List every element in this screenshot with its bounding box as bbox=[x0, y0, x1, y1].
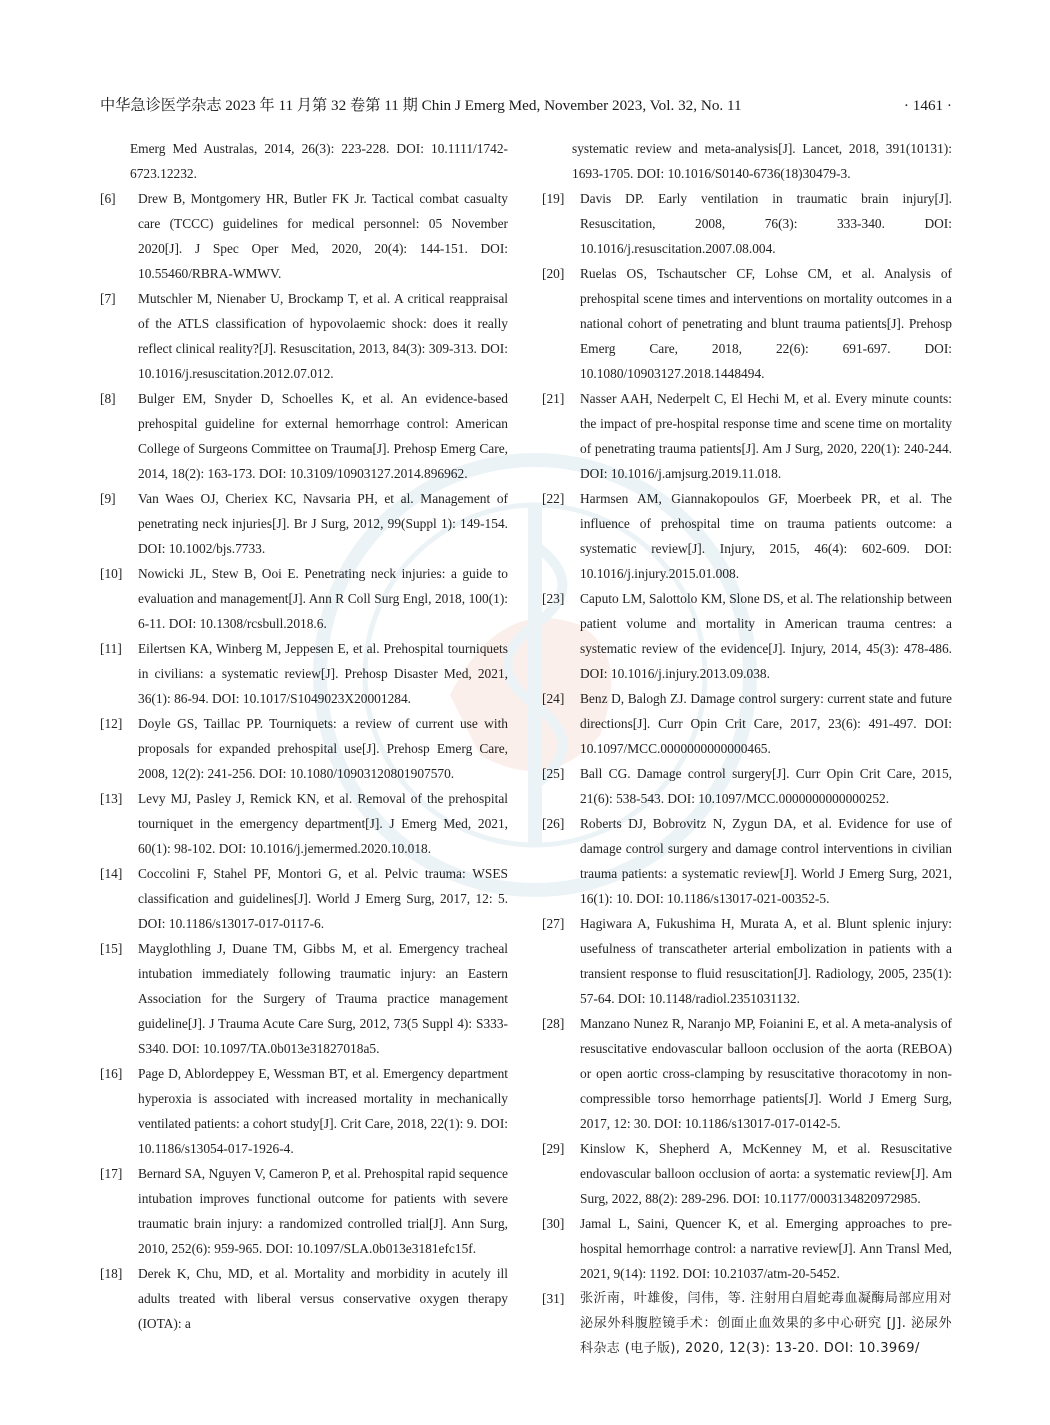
reference-number: [9] bbox=[100, 491, 116, 506]
reference-number: [19] bbox=[542, 191, 565, 206]
reference-text: Page D, Ablordeppey E, Wessman BT, et al. Emergency department hyperoxia is associated with increased mortality in mechanically ventilated patients: a cohort study[J]. Crit Care, 2018, 22(1): 9. DOI: 10.1186/s13054-017-1926-4. bbox=[138, 1066, 508, 1156]
running-header bbox=[100, 94, 952, 115]
reference-text: Bulger EM, Snyder D, Schoelles K, et al. An evidence-based prehospital guideline for external hemorrhage control: American College of Surgeons Committee on Trauma[J]. Prehosp Emerg Care, 2014, 18(2): 163-173. DOI: 10.3109/10903127.2014.896962. bbox=[138, 391, 508, 481]
reference-number: [15] bbox=[100, 941, 123, 956]
reference-item bbox=[100, 561, 508, 636]
reference-number: [12] bbox=[100, 716, 123, 731]
reference-number: [7] bbox=[100, 291, 116, 306]
reference-text: Emerg Med Australas, 2014, 26(3): 223-228. DOI: 10.1111/1742-6723.12232. bbox=[130, 141, 508, 181]
reference-item bbox=[542, 136, 952, 186]
reference-item bbox=[542, 686, 952, 761]
reference-text: Van Waes OJ, Cheriex KC, Navsaria PH, et al. Management of penetrating neck injuries[J]. Br J Surg, 2012, 99(Suppl 1): 149-154. DOI: 10.1002/bjs.7733. bbox=[138, 491, 508, 556]
reference-text: Nowicki JL, Stew B, Ooi E. Penetrating neck injuries: a guide to evaluation and management[J]. Ann R Coll Surg Engl, 2018, 100(1): 6-11. DOI: 10.1308/rcsbull.2018.6. bbox=[138, 566, 508, 631]
reference-number: [23] bbox=[542, 591, 565, 606]
reference-text: 张沂南，叶雄俊，闫伟，等. 注射用白眉蛇毒血凝酶局部应用对泌尿外科腹腔镜手术：创面止血效果的多中心研究 [J]. 泌尿外科杂志 (电子版), 2020, 12(3): 13-20. DOI: 10.3969/ bbox=[580, 1291, 952, 1356]
reference-text: Drew B, Montgomery HR, Butler FK Jr. Tactical combat casualty care (TCCC) guidelines for medical personnel: 05 November 2020[J]. J Spec Oper Med, 2020, 20(4): 144-151. DOI: 10.55460/RBRA-WMWV. bbox=[138, 191, 508, 281]
reference-number: [22] bbox=[542, 491, 565, 506]
reference-number: [26] bbox=[542, 816, 565, 831]
reference-text: Harmsen AM, Giannakopoulos GF, Moerbeek PR, et al. The influence of prehospital time on trauma patients outcome: a systematic review[J]. Injury, 2015, 46(4): 602-609. DOI: 10.1016/j.injury.2015.01.008. bbox=[580, 491, 952, 581]
reference-number: [6] bbox=[100, 191, 116, 206]
reference-text: Derek K, Chu, MD, et al. Mortality and morbidity in acutely ill adults treated with liberal versus conservative oxygen therapy (IOTA): a bbox=[138, 1266, 508, 1331]
reference-text: Levy MJ, Pasley J, Remick KN, et al. Removal of the prehospital tourniquet in the emergency department[J]. J Emerg Med, 2021, 60(1): 98-102. DOI: 10.1016/j.jemermed.2020.10.018. bbox=[138, 791, 508, 856]
reference-text: Mutschler M, Nienaber U, Brockamp T, et al. A critical reappraisal of the ATLS classification of hypovolaemic shock: does it really reflect clinical reality?[J]. Resuscitation, 2013, 84(3): 309-313. DOI: 10.1016/j.resuscitation.2012.07.012. bbox=[138, 291, 508, 381]
reference-item bbox=[542, 586, 952, 686]
reference-item bbox=[542, 386, 952, 486]
reference-item bbox=[100, 1061, 508, 1161]
reference-item bbox=[100, 486, 508, 561]
reference-number: [20] bbox=[542, 266, 565, 281]
reference-number: [8] bbox=[100, 391, 116, 406]
journal-citation-line: 中华急诊医学杂志 2023 年 11 月第 32 卷第 11 期 Chin J Emerg Med, November 2023, Vol. 32, No. 11 bbox=[100, 97, 742, 114]
reference-number: [27] bbox=[542, 916, 565, 931]
reference-text: Jamal L, Saini, Quencer K, et al. Emerging approaches to pre-hospital hemorrhage control: a narrative review[J]. Ann Transl Med, 2021, 9(14): 1192. DOI: 10.21037/atm-20-5452. bbox=[580, 1216, 952, 1281]
reference-number: [16] bbox=[100, 1066, 123, 1081]
reference-item bbox=[100, 386, 508, 486]
page-number: · 1461 · bbox=[903, 97, 952, 114]
reference-item bbox=[100, 711, 508, 786]
reference-number: [21] bbox=[542, 391, 565, 406]
references-left-column bbox=[100, 136, 508, 1336]
reference-text: Davis DP. Early ventilation in traumatic brain injury[J]. Resuscitation, 2008, 76(3): 333-340. DOI: 10.1016/j.resuscitation.2007.08.004. bbox=[580, 191, 952, 256]
reference-number: [31] bbox=[542, 1291, 565, 1306]
reference-number: [14] bbox=[100, 866, 123, 881]
reference-item bbox=[542, 1211, 952, 1286]
reference-item bbox=[542, 186, 952, 261]
reference-text: Roberts DJ, Bobrovitz N, Zygun DA, et al. Evidence for use of damage control surgery and damage control interventions in civilian trauma patients: a systematic review[J]. World J Emerg Surg, 2021, 16(1): 10. DOI: 10.1186/s13017-021-00352-5. bbox=[580, 816, 952, 906]
reference-item bbox=[542, 761, 952, 811]
reference-number: [11] bbox=[100, 641, 122, 656]
reference-text: Eilertsen KA, Winberg M, Jeppesen E, et al. Prehospital tourniquets in civilians: a systematic review[J]. Prehosp Disaster Med, 2021, 36(1): 86-94. DOI: 10.1017/S1049023X20001284. bbox=[138, 641, 508, 706]
reference-text: Benz D, Balogh ZJ. Damage control surgery: current state and future directions[J]. Curr Opin Crit Care, 2017, 23(6): 491-497. DOI: 10.1097/MCC.0000000000000465. bbox=[580, 691, 952, 756]
reference-text: Nasser AAH, Nederpelt C, El Hechi M, et al. Every minute counts: the impact of pre-hospital response time and scene time on mortality of penetrating trauma patients[J]. Am J Surg, 2020, 220(1): 240-244. DOI: 10.1016/j.amjsurg.2019.11.018. bbox=[580, 391, 952, 481]
reference-item bbox=[100, 286, 508, 386]
reference-item bbox=[542, 1286, 952, 1361]
reference-text: Ball CG. Damage control surgery[J]. Curr Opin Crit Care, 2015, 21(6): 538-543. DOI: 10.1097/MCC.0000000000000252. bbox=[580, 766, 952, 806]
reference-item bbox=[100, 186, 508, 286]
reference-item bbox=[100, 936, 508, 1061]
reference-text: Mayglothling J, Duane TM, Gibbs M, et al. Emergency tracheal intubation immediately following traumatic injury: an Eastern Association for the Surgery of Trauma practice management guideline[J]. J Trauma Acute Care Surg, 2012, 73(5 Suppl 4): S333-S340. DOI: 10.1097/TA.0b013e31827018a5. bbox=[138, 941, 508, 1056]
reference-item bbox=[100, 636, 508, 711]
reference-text: Hagiwara A, Fukushima H, Murata A, et al. Blunt splenic injury: usefulness of transcatheter arterial embolization in patients with a transient response to fluid resuscitation[J]. Radiology, 2005, 235(1): 57-64. DOI: 10.1148/radiol.2351031132. bbox=[580, 916, 952, 1006]
reference-text: Doyle GS, Taillac PP. Tourniquets: a review of current use with proposals for expanded prehospital use[J]. Prehosp Emerg Care, 2008, 12(2): 241-256. DOI: 10.1080/10903120801907570. bbox=[138, 716, 508, 781]
reference-text: Coccolini F, Stahel PF, Montori G, et al. Pelvic trauma: WSES classification and guidelines[J]. World J Emerg Surg, 2017, 12: 5. DOI: 10.1186/s13017-017-0117-6. bbox=[138, 866, 508, 931]
reference-item bbox=[100, 861, 508, 936]
reference-item bbox=[100, 1261, 508, 1336]
reference-number: [30] bbox=[542, 1216, 565, 1231]
reference-number: [13] bbox=[100, 791, 123, 806]
reference-text: Bernard SA, Nguyen V, Cameron P, et al. Prehospital rapid sequence intubation improves functional outcome for patients with severe traumatic brain injury: a randomized controlled trial[J]. Ann Surg, 2010, 252(6): 959-965. DOI: 10.1097/SLA.0b013e3181efc15f. bbox=[138, 1166, 508, 1256]
reference-item bbox=[542, 1136, 952, 1211]
reference-item bbox=[100, 136, 508, 186]
reference-number: [17] bbox=[100, 1166, 123, 1181]
reference-text: systematic review and meta-analysis[J]. Lancet, 2018, 391(10131): 1693-1705. DOI: 10.1016/S0140-6736(18)30479-3. bbox=[572, 141, 952, 181]
reference-number: [29] bbox=[542, 1141, 565, 1156]
reference-number: [10] bbox=[100, 566, 123, 581]
reference-number: [25] bbox=[542, 766, 565, 781]
references-right-column bbox=[542, 136, 952, 1361]
reference-text: Kinslow K, Shepherd A, McKenney M, et al. Resuscitative endovascular balloon occlusion of aorta: a systematic review[J]. Am Surg, 2022, 88(2): 289-296. DOI: 10.1177/0003134820972985. bbox=[580, 1141, 952, 1206]
reference-item bbox=[100, 1161, 508, 1261]
reference-item bbox=[542, 261, 952, 386]
reference-item bbox=[542, 1011, 952, 1136]
reference-text: Manzano Nunez R, Naranjo MP, Foianini E, et al. A meta-analysis of resuscitative endovascular balloon occlusion of the aorta (REBOA) or open aortic cross-clamping by resuscitative thoracotomy in non-compressible torso hemorrhage patients[J]. World J Emerg Surg, 2017, 12: 30. DOI: 10.1186/s13017-017-0142-5. bbox=[580, 1016, 952, 1131]
reference-number: [28] bbox=[542, 1016, 565, 1031]
reference-item bbox=[100, 786, 508, 861]
reference-item bbox=[542, 911, 952, 1011]
reference-number: [18] bbox=[100, 1266, 123, 1281]
reference-text: Caputo LM, Salottolo KM, Slone DS, et al. The relationship between patient volume and mortality in American trauma centres: a systematic review of the evidence[J]. Injury, 2014, 45(3): 478-486. DOI: 10.1016/j.injury.2013.09.038. bbox=[580, 591, 952, 681]
reference-item bbox=[542, 811, 952, 911]
reference-text: Ruelas OS, Tschautscher CF, Lohse CM, et al. Analysis of prehospital scene times and interventions on mortality outcomes in a national cohort of penetrating and blunt trauma patients[J]. Prehosp Emerg Care, 2018, 22(6): 691-697. DOI: 10.1080/10903127.2018.1448494. bbox=[580, 266, 952, 381]
reference-item bbox=[542, 486, 952, 586]
reference-number: [24] bbox=[542, 691, 565, 706]
